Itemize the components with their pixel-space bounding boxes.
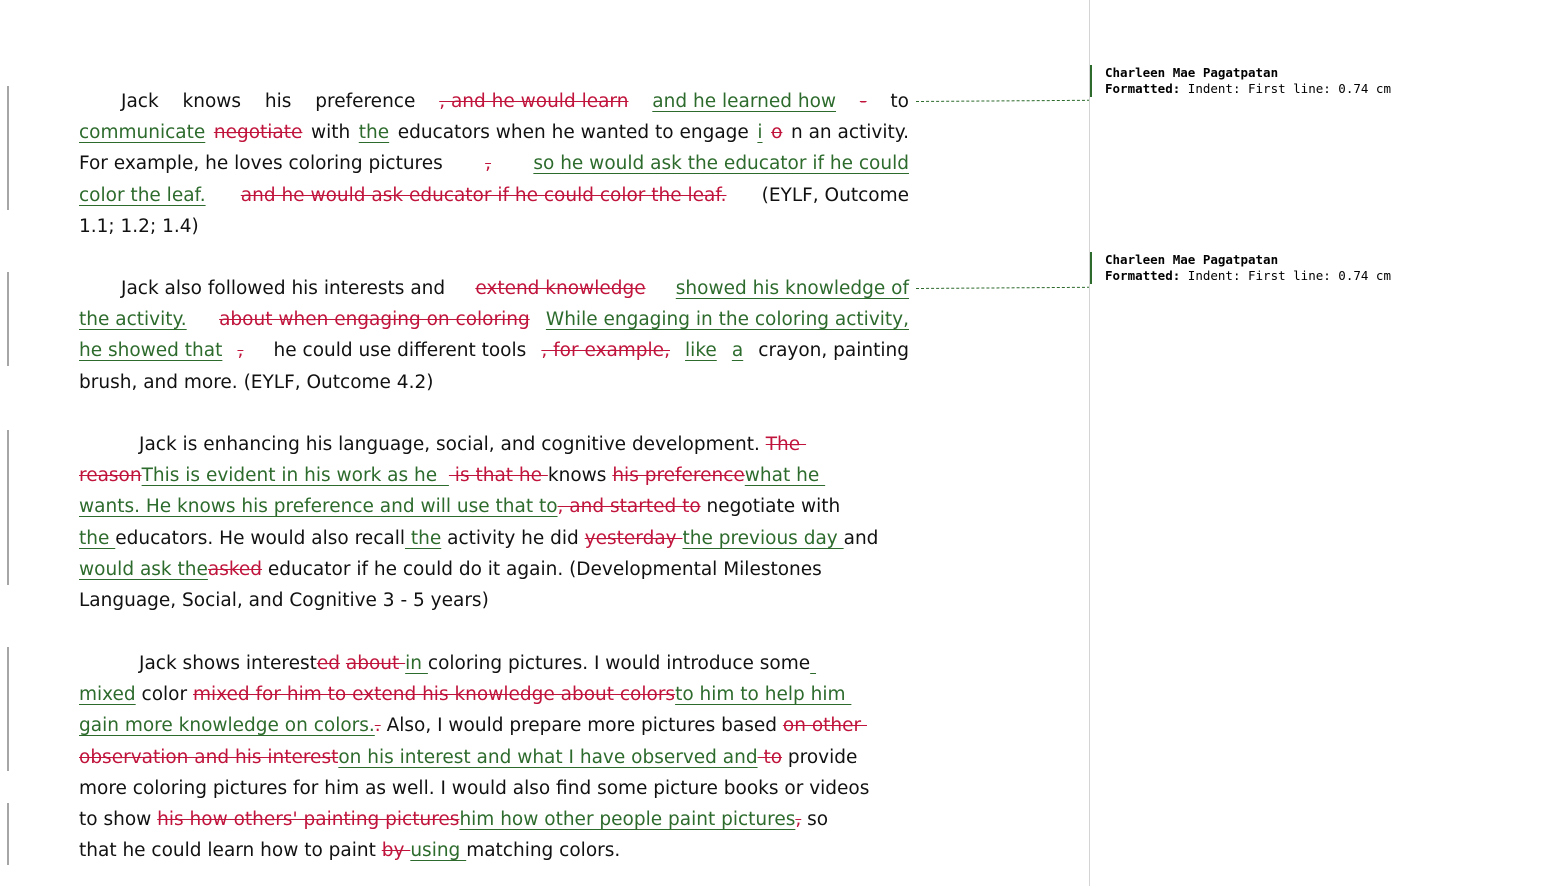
- deletion: , and started to: [557, 496, 701, 518]
- text-run: educators when he wanted to engage: [397, 122, 749, 144]
- text-run: educators. He would also recall: [115, 527, 405, 549]
- text-run: preference: [315, 91, 416, 112]
- text-line: [79, 429, 909, 460]
- deletion: mixed for him to extend his knowledge about colors: [193, 684, 676, 706]
- text-line: [79, 304, 909, 335]
- change-bar: [7, 647, 9, 771]
- text-run: to: [890, 91, 909, 112]
- balloon-author: Charleen Mae Pagatpatan: [1105, 65, 1279, 80]
- balloon-label: Formatted:: [1105, 81, 1181, 96]
- text-line: [79, 117, 909, 148]
- text-run: educator if he could do it again. (Developmental Milestones: [262, 558, 822, 580]
- balloon-author: Charleen Mae Pagatpatan: [1105, 252, 1279, 267]
- insertion: [810, 653, 816, 674]
- text-run: matching colors.: [466, 840, 621, 862]
- deletion: and he would ask educator if he could color the leaf.: [240, 184, 727, 206]
- insertion: color the leaf.: [79, 184, 206, 206]
- text-run: with: [310, 122, 351, 144]
- insertion: communicate: [79, 122, 206, 144]
- text-line: [79, 773, 909, 804]
- text-run: Jack also followed his interests and: [121, 278, 446, 299]
- deletion: , for example,: [541, 340, 670, 362]
- insertion: he showed that: [79, 340, 223, 362]
- text-line: [79, 585, 909, 616]
- deletion: observation and his interest: [79, 746, 339, 768]
- text-line: [79, 491, 909, 522]
- insertion: While engaging in the coloring activity,: [545, 309, 909, 331]
- deletion: , and he would learn: [439, 91, 629, 112]
- text-line: [79, 804, 909, 835]
- deletion: is that he: [448, 465, 548, 487]
- text-run: activity he did: [441, 527, 585, 549]
- paragraph-2[interactable]: [79, 273, 909, 398]
- paragraph-3[interactable]: [79, 429, 909, 616]
- insertion: the: [404, 527, 442, 549]
- change-bar: [7, 803, 9, 865]
- deletion: negotiate: [213, 122, 303, 144]
- text-run: to show: [79, 808, 158, 830]
- text-line: [79, 742, 909, 773]
- text-run: crayon, painting: [758, 340, 909, 362]
- change-bar: [7, 272, 9, 366]
- text-line: [79, 554, 909, 585]
- insertion: the previous day: [682, 527, 844, 549]
- insertion: a: [731, 340, 744, 362]
- text-line: [79, 273, 909, 304]
- text-line: [79, 710, 909, 741]
- text-run: provide: [782, 746, 858, 768]
- text-line: [79, 180, 909, 211]
- insertion: would ask the: [79, 558, 208, 580]
- paragraph-4[interactable]: [79, 648, 909, 866]
- insertion: showed his knowledge of: [675, 278, 909, 299]
- insertion: so he would ask the educator if he could: [533, 153, 909, 175]
- deletion: ,: [795, 808, 802, 830]
- text-run: 1.1; 1.2; 1.4): [79, 215, 199, 237]
- text-run: (EYLF, Outcome: [761, 184, 909, 206]
- deletion: -: [859, 91, 867, 112]
- text-line: [79, 648, 909, 679]
- deletion: yesterday: [584, 527, 683, 549]
- text-run: negotiate with: [700, 496, 841, 518]
- text-run: that he could learn how to paint: [79, 840, 382, 862]
- insertion: wants. He knows his preference and will use that to: [79, 496, 558, 518]
- change-bar: [7, 430, 9, 585]
- balloon-connector: [916, 287, 1090, 289]
- insertion: and he learned how: [652, 91, 837, 112]
- text-run: color: [135, 684, 193, 706]
- comment-balloon[interactable]: [1090, 65, 1541, 97]
- text-line: [79, 835, 909, 866]
- paragraph-1[interactable]: [79, 86, 909, 242]
- text-line: [79, 86, 909, 117]
- text-run: Language, Social, and Cognitive 3 - 5 years): [79, 589, 489, 611]
- deletion: asked: [207, 558, 263, 580]
- insertion: on his interest and what I have observed and: [338, 746, 758, 768]
- balloon-detail: Indent: First line: 0.74 cm: [1180, 268, 1391, 283]
- balloon-detail: Indent: First line: 0.74 cm: [1180, 81, 1391, 96]
- deletion: about when engaging on coloring: [219, 309, 530, 331]
- text-run: n an activity.: [790, 122, 909, 144]
- text-line: [79, 679, 909, 710]
- deletion: o: [771, 122, 783, 144]
- deletion: The: [765, 434, 807, 455]
- balloon-label: Formatted:: [1105, 268, 1181, 283]
- deletion: to: [757, 746, 783, 768]
- deletion: reason: [79, 465, 142, 487]
- deletion: ed: [316, 653, 340, 674]
- insertion: in: [405, 653, 428, 674]
- text-line: [79, 523, 909, 554]
- comment-balloon[interactable]: [1090, 252, 1541, 284]
- insertion: using: [410, 840, 467, 862]
- deletion: .: [374, 715, 381, 737]
- text-run: Jack is enhancing his language, social, and cognitive development.: [139, 434, 766, 455]
- text-run: Also, I would prepare more pictures based: [380, 715, 783, 737]
- deletion: his preference: [612, 465, 745, 487]
- text-line: [79, 367, 909, 398]
- text-line: [79, 211, 909, 242]
- insertion: mixed: [79, 684, 136, 706]
- insertion: gain more knowledge on colors.: [79, 715, 375, 737]
- text-run: more coloring pictures for him as well. I would also find some picture books or videos: [79, 777, 870, 799]
- insertion: like: [685, 340, 717, 362]
- deletion: extend knowledge: [475, 278, 646, 299]
- insertion: i: [757, 122, 763, 144]
- deletion: ,: [237, 340, 244, 362]
- text-run: Jack: [121, 91, 159, 112]
- insertion: him how other people paint pictures: [459, 808, 796, 830]
- insertion: the: [358, 122, 390, 144]
- text-run: coloring pictures. I would introduce some: [427, 653, 811, 674]
- text-run: and: [843, 527, 879, 549]
- text-run: For example, he loves coloring pictures: [79, 153, 443, 175]
- deletion: ,: [485, 153, 492, 175]
- insertion: the: [79, 527, 116, 549]
- insertion: to him to help him: [675, 684, 852, 706]
- insertion: what he: [744, 465, 826, 487]
- text-run: so: [801, 808, 829, 830]
- text-run: Jack shows interest: [139, 653, 317, 674]
- text-line: [79, 335, 909, 366]
- deletion: about: [345, 653, 406, 674]
- text-run: knows: [182, 91, 242, 112]
- text-run: knows: [547, 465, 613, 487]
- insertion: the activity.: [79, 309, 187, 331]
- text-run: he could use different tools: [273, 340, 527, 362]
- markup-area: [1089, 0, 1541, 886]
- deletion: by: [381, 840, 411, 862]
- text-run: brush, and more. (EYLF, Outcome 4.2): [79, 371, 434, 393]
- insertion: This is evident in his work as he: [141, 465, 449, 487]
- text-run: his: [264, 91, 292, 112]
- text-line: [79, 460, 909, 491]
- deletion: on other: [782, 715, 867, 737]
- change-bar: [7, 86, 9, 210]
- balloon-connector: [916, 100, 1090, 102]
- text-line: [79, 148, 909, 179]
- deletion: his how others' painting pictures: [157, 808, 460, 830]
